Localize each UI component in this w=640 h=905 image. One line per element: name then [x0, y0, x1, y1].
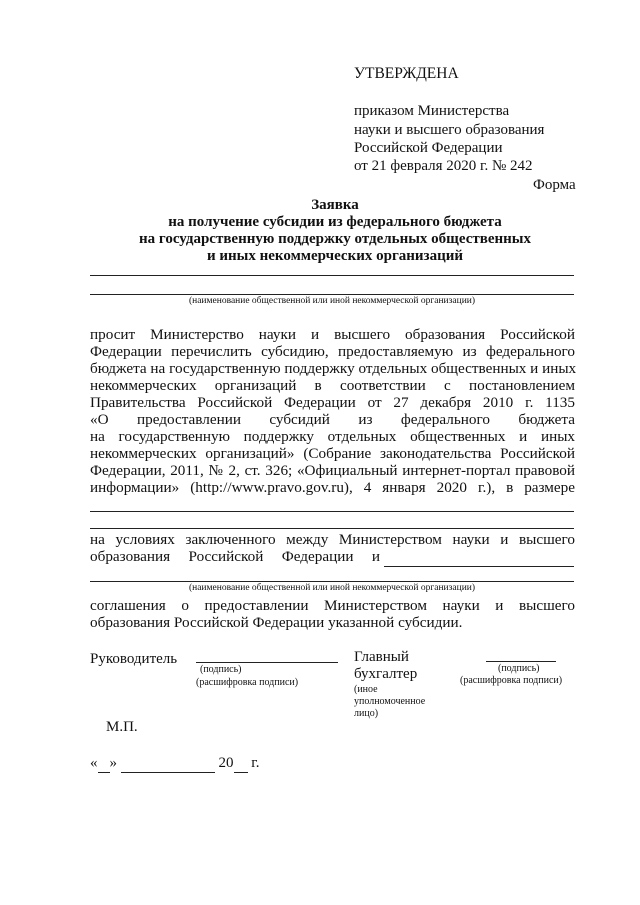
partner-line	[384, 566, 574, 567]
date-quote-open: «	[90, 755, 98, 771]
head-signature-line	[196, 662, 338, 663]
body-line-7: на государственную поддержку отдельных общественных и иных	[90, 428, 575, 445]
org-name-caption-2: (наименование общественной или иной некоммерческой организации)	[188, 583, 476, 593]
date-quote-close: »	[109, 755, 117, 771]
approval-line-2: науки и высшего образования	[354, 122, 545, 138]
date-year-blank	[234, 754, 248, 773]
accountant-note-3: лицо)	[354, 708, 379, 719]
accountant-note-2: уполномоченное	[354, 696, 426, 707]
org-name-line-3	[90, 581, 574, 582]
body-line-4: некоммерческих организаций в соответствии с постановлением	[90, 377, 575, 394]
accountant-label-1: Главный	[354, 649, 409, 665]
amount-line-1	[90, 511, 574, 512]
date-year-suffix: г.	[251, 755, 260, 771]
body-line-2: Федерации перечислить субсидию, предоставляемую из федерального	[90, 343, 575, 360]
head-label: Руководитель	[90, 651, 178, 667]
approval-line-3: Российской Федерации	[354, 140, 503, 156]
date-year-prefix: 20	[218, 755, 234, 771]
body-line-8: некоммерческих организаций» (Собрание законодательства Российской	[90, 445, 575, 462]
accountant-label-2: бухгалтер	[354, 666, 418, 682]
accountant-name-caption: (расшифровка подписи)	[460, 675, 563, 686]
seal-mark: М.П.	[106, 719, 138, 735]
body3-line-1: соглашения о предоставлении Министерством науки и высшего	[90, 597, 575, 614]
body-line-3: бюджета на государственную поддержку отдельных общественных и иных	[90, 360, 577, 377]
head-signature-caption: (подпись)	[200, 664, 242, 675]
head-name-caption: (расшифровка подписи)	[196, 677, 299, 688]
accountant-signature-caption: (подпись)	[498, 663, 540, 674]
document-title: Заявка	[311, 197, 359, 213]
org-name-line-2	[90, 294, 574, 295]
form-label: Форма	[533, 177, 576, 193]
body2-line-1: на условиях заключенного между Министерством науки и высшего	[90, 531, 575, 548]
approval-heading: УТВЕРЖДЕНА	[354, 65, 459, 82]
body-line-9: Федерации, 2011, № 2, ст. 326; «Официальный интернет-портал правовой	[90, 462, 575, 479]
body2-line-2: образования Российской Федерации и	[90, 548, 380, 565]
body3-line-2: образования Российской Федерации указанной субсидии.	[90, 614, 463, 631]
date-month-blank	[121, 754, 215, 773]
body-line-1: просит Министерство науки и высшего образования Российской	[90, 326, 575, 343]
title-line-4: и иных некоммерческих организаций	[206, 248, 464, 264]
approval-line-1: приказом Министерства	[354, 103, 510, 119]
body-line-5: Правительства Российской Федерации от 27 декабря 2010 г. 1135	[90, 394, 575, 411]
org-name-line-1	[90, 275, 574, 276]
org-name-caption-1: (наименование общественной или иной некоммерческой организации)	[188, 296, 476, 306]
approval-line-4: от 21 февраля 2020 г. № 242	[354, 158, 533, 174]
body-line-10: информации» (http://www.pravo.gov.ru), 4 января 2020 г.), в размере	[90, 479, 575, 496]
title-line-3: на государственную поддержку отдельных общественных	[139, 231, 531, 247]
body-line-6: «О предоставлении субсидий из федерального бюджета	[90, 411, 575, 428]
date-line	[90, 754, 259, 773]
accountant-signature-line	[486, 661, 556, 662]
title-line-2: на получение субсидии из федерального бюджета	[168, 214, 502, 230]
amount-line-2	[90, 528, 574, 529]
accountant-note-1: (иное	[354, 684, 378, 695]
date-day-blank	[98, 754, 110, 773]
